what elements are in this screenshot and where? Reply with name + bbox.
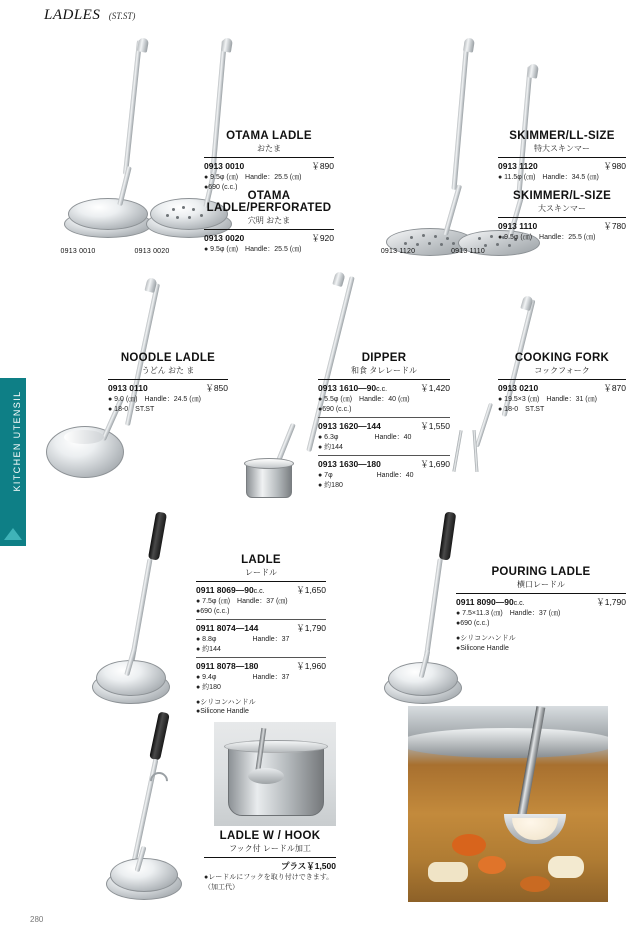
- product-name-jp: 穴明 おたま: [247, 216, 291, 225]
- spec-handle: Handle：40: [376, 471, 414, 479]
- product-spec: ● 9.0 (㎝) Handle：24.5 (㎝): [108, 396, 201, 403]
- product-code: 0913 0210: [498, 383, 539, 393]
- product-name-jp: うどん おた ま: [141, 366, 195, 375]
- code-text: 0913 1610—90: [318, 383, 377, 393]
- product-note: ●レードルにフックを取り付けできます。: [204, 874, 334, 881]
- figure-caption: 0913 0010: [60, 248, 96, 255]
- product-price: ￥870: [603, 383, 626, 393]
- product-name: SKIMMER/LL-SIZE: [509, 130, 615, 142]
- code-text: 0911 8069—90: [196, 585, 254, 595]
- product-name-jp: 横口レードル: [517, 580, 565, 589]
- product-spec: ● 18-0 ST.ST: [498, 406, 545, 414]
- product-skimmer-l: [498, 190, 626, 242]
- product-name-jp: おたま: [257, 144, 281, 153]
- product-spec: ● 11.5φ (㎝) Handle：34.5 (㎝): [498, 174, 599, 181]
- product-code: 0913 1110: [498, 221, 538, 231]
- spec-dim: ● 7φ: [318, 471, 333, 479]
- product-cooking-fork: [498, 352, 626, 415]
- product-code: [196, 585, 265, 595]
- soup-pot-photo: [408, 706, 608, 902]
- product-name: SKIMMER/L-SIZE: [512, 190, 612, 202]
- product-name: LADLE W / HOOK: [219, 830, 321, 842]
- product-price: ￥920: [311, 233, 334, 243]
- product-ladle-with-hook: [204, 830, 336, 893]
- product-spec: ●690 (c.c.): [196, 608, 230, 616]
- product-spec: ● 19.5×3 (㎝) Handle：31 (㎝): [498, 396, 597, 403]
- product-name-jp: 特大スキンマー: [534, 144, 590, 153]
- spec-handle: Handle：37: [252, 673, 290, 681]
- product-name: NOODLE LADLE: [120, 352, 216, 364]
- product-price: ￥1,790: [296, 622, 326, 633]
- product-name: DIPPER: [361, 352, 407, 364]
- section-tab-label: KITCHEN UTENSIL: [12, 390, 22, 492]
- product-spec: ●690 (c.c.): [204, 184, 238, 192]
- product-dipper: [318, 352, 450, 491]
- figure-caption: 0913 0020: [134, 248, 170, 255]
- product-spec: ● 9.5φ (㎝) Handle：25.5 (㎝): [498, 234, 596, 241]
- product-note: ●シリコンハンドル: [456, 634, 516, 642]
- product-price: プラス￥1,500: [280, 861, 336, 871]
- product-price: ￥890: [311, 161, 334, 171]
- product-name-jp: コックフォーク: [534, 366, 590, 375]
- product-name-jp: レードル: [245, 568, 277, 577]
- product-code: 0913 0010: [204, 161, 245, 171]
- page-header: [44, 6, 135, 24]
- product-name-jp: フック付 レードル加工: [229, 844, 311, 853]
- product-code: 0913 1120: [498, 161, 538, 171]
- product-price: ￥1,790: [596, 597, 626, 607]
- product-price: ￥980: [603, 161, 626, 171]
- product-spec: [318, 471, 450, 480]
- page-title: LADLES: [44, 7, 101, 23]
- product-price: ￥1,690: [420, 458, 450, 469]
- product-spec: [196, 673, 326, 682]
- product-ladle: [196, 554, 326, 717]
- product-noodle-ladle: [108, 352, 228, 415]
- triangle-icon: [4, 528, 22, 540]
- product-spec: ● 18-0 ST.ST: [108, 406, 155, 414]
- product-price: ￥1,550: [420, 420, 450, 431]
- product-name-jp: 和食 タレレードル: [350, 366, 418, 375]
- product-otama-ladle: [204, 130, 334, 193]
- product-spec: ● 約144: [318, 444, 343, 452]
- product-spec: ● 約180: [196, 684, 221, 692]
- product-spec: ● 9.5φ (㎝) Handle：25.5 (㎝): [204, 174, 302, 181]
- product-name: POURING LADLE: [491, 566, 591, 578]
- product-otama-ladle-perforated: [204, 190, 334, 254]
- spec-dim: ● 9.4φ: [196, 673, 217, 681]
- figure-caption: 0913 1120: [380, 248, 416, 255]
- code-unit: c.c.: [376, 386, 388, 393]
- product-price: ￥780: [603, 221, 626, 231]
- page-number: 280: [30, 915, 44, 924]
- product-name: COOKING FORK: [514, 352, 610, 364]
- product-spec: ● 約180: [318, 482, 343, 490]
- product-price: ￥1,650: [296, 585, 326, 595]
- product-pouring-ladle: [456, 566, 626, 653]
- product-note: ●Silicone Handle: [196, 708, 249, 716]
- spec-handle: Handle：37: [252, 635, 290, 643]
- product-name: OTAMA LADLE/PERFORATED: [206, 190, 332, 214]
- code-text: 0911 8090—90: [456, 597, 514, 607]
- code-unit: c.c.: [513, 600, 525, 607]
- figure-caption: 0913 1110: [451, 248, 485, 255]
- product-code: [318, 383, 387, 393]
- product-price: ￥850: [205, 383, 228, 393]
- product-note: ●シリコンハンドル: [196, 698, 256, 706]
- product-code: 0911 8074—144: [196, 622, 259, 633]
- product-spec: ● 7.5×11.3 (㎝) Handle：37 (㎝): [456, 610, 561, 617]
- product-spec: ● 5.5φ (㎝) Handle：40 (㎝): [318, 396, 410, 403]
- product-code: 0913 0110: [108, 383, 148, 393]
- code-unit: c.c.: [253, 588, 265, 595]
- product-spec: ●690 (c.c.): [318, 406, 352, 414]
- product-name: OTAMA LADLE: [226, 130, 312, 142]
- spec-handle: Handle：40: [374, 433, 412, 441]
- product-name-jp: 大スキンマー: [538, 204, 586, 213]
- product-code: 0913 0020: [204, 233, 245, 243]
- page-subtitle: (ST.ST): [108, 11, 136, 21]
- pot-photo-bw: [214, 722, 336, 826]
- product-price: ￥1,960: [296, 660, 326, 671]
- spec-dim: ● 6.3φ: [318, 433, 339, 441]
- product-spec: [318, 433, 450, 442]
- product-note: ●Silicone Handle: [456, 644, 509, 652]
- product-spec: ●690 (c.c.): [456, 620, 490, 628]
- product-code: 0913 1630—180: [318, 458, 381, 469]
- product-skimmer-ll: [498, 130, 626, 182]
- product-code: 0913 1620—144: [318, 420, 381, 431]
- spec-dim: ● 8.8φ: [196, 635, 217, 643]
- section-tab-kitchen-utensil: [0, 378, 26, 546]
- product-code: [456, 597, 525, 607]
- product-spec: ● 7.5φ (㎝) Handle：37 (㎝): [196, 598, 288, 605]
- product-code: 0911 8078—180: [196, 660, 259, 671]
- product-price: ￥1,420: [420, 383, 450, 393]
- product-spec: ● 約144: [196, 646, 221, 654]
- product-spec: [196, 635, 326, 644]
- product-note: （加工代）: [204, 884, 239, 892]
- product-name: LADLE: [241, 554, 281, 566]
- product-spec: ● 9.5φ (㎝) Handle：25.5 (㎝): [204, 246, 302, 253]
